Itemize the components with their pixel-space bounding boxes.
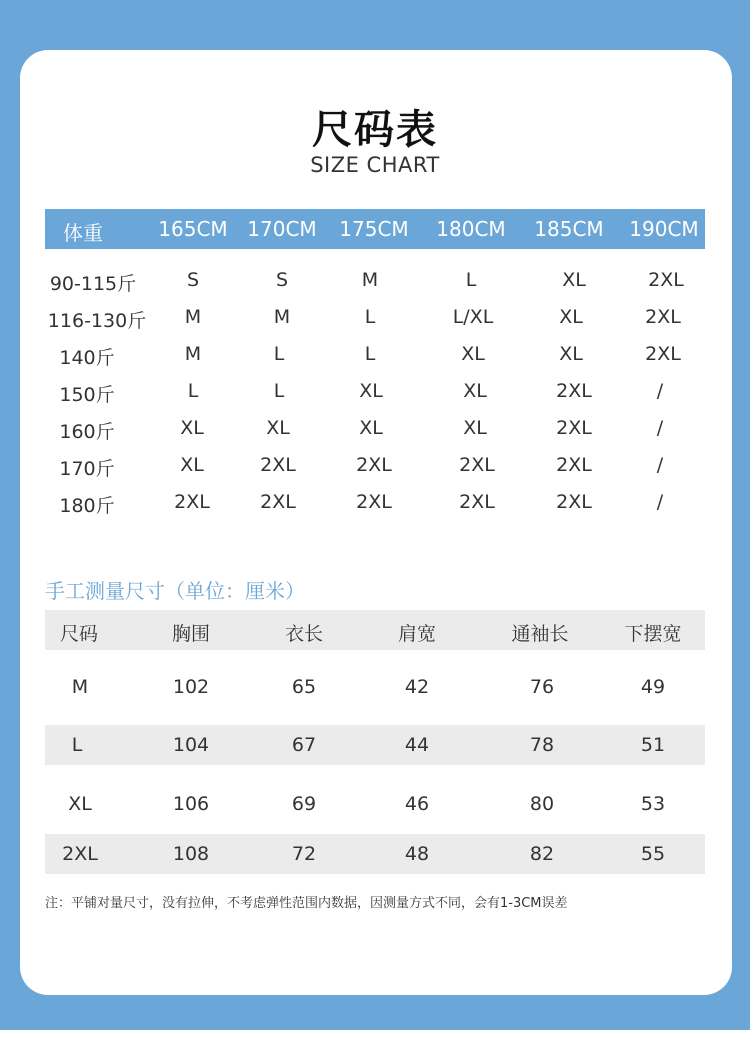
size-cell: 2XL — [174, 491, 210, 513]
size-cell: L/XL — [452, 306, 494, 328]
size-cell: 2XL — [648, 269, 684, 291]
size-chart-header-height: 180CM — [436, 217, 506, 241]
size-cell: 2XL — [260, 491, 296, 513]
size-cell: / — [656, 454, 664, 476]
size-cell: L — [465, 269, 477, 291]
size-chart-row — [45, 300, 705, 337]
measurement-value: 55 — [640, 843, 666, 865]
measurement-value: 65 — [291, 676, 317, 698]
size-cell: 2XL — [556, 491, 592, 513]
size-cell: 2XL — [459, 454, 495, 476]
size-cell: 2XL — [645, 343, 681, 365]
measurement-value: 51 — [640, 734, 666, 756]
size-cell: M — [184, 343, 202, 365]
size-cell: XL — [562, 269, 586, 291]
size-label: L — [71, 734, 83, 756]
measurement-value: 80 — [529, 793, 555, 815]
measurement-value: 48 — [404, 843, 430, 865]
measurements-header — [45, 610, 705, 650]
size-cell: 2XL — [645, 306, 681, 328]
measurement-value: 102 — [172, 676, 210, 698]
size-label: M — [71, 676, 89, 698]
size-cell: L — [364, 343, 376, 365]
measurements-row — [45, 667, 705, 707]
size-cell: 2XL — [356, 491, 392, 513]
size-chart-header-height: 175CM — [339, 217, 409, 241]
measurements-header-sleeve: 通袖长 — [511, 623, 569, 645]
size-cell: XL — [559, 306, 583, 328]
measurement-value: 76 — [529, 676, 555, 698]
size-label: XL — [68, 793, 92, 815]
size-cell: L — [187, 380, 199, 402]
size-chart-row — [45, 485, 705, 522]
measurements-row — [45, 784, 705, 824]
size-chart-row — [45, 411, 705, 448]
size-chart-header-height: 190CM — [629, 217, 699, 241]
measurement-value: 78 — [529, 734, 555, 756]
size-chart-header-height: 185CM — [534, 217, 604, 241]
measurements-header-hem: 下摆宽 — [624, 623, 682, 645]
size-chart-row — [45, 448, 705, 485]
size-cell: 2XL — [556, 454, 592, 476]
size-cell: XL — [559, 343, 583, 365]
size-cell: 2XL — [556, 380, 592, 402]
size-chart-row — [45, 374, 705, 411]
measurement-value: 82 — [529, 843, 555, 865]
measurement-value: 49 — [640, 676, 666, 698]
weight-cell: 170斤 — [59, 458, 115, 480]
size-cell: XL — [463, 380, 487, 402]
size-cell: M — [361, 269, 379, 291]
weight-cell: 116-130斤 — [47, 310, 147, 332]
weight-cell: 140斤 — [59, 347, 115, 369]
measurement-value: 108 — [172, 843, 210, 865]
size-cell: 2XL — [260, 454, 296, 476]
measurement-value: 67 — [291, 734, 317, 756]
size-cell: XL — [359, 417, 383, 439]
measurements-header-chest: 胸围 — [171, 623, 211, 645]
page-title: 尺码表 — [312, 107, 438, 153]
size-chart-header-height: 165CM — [158, 217, 228, 241]
size-cell: L — [364, 306, 376, 328]
size-chart-header — [45, 209, 705, 249]
weight-cell: 160斤 — [59, 421, 115, 443]
size-cell: XL — [359, 380, 383, 402]
size-cell: XL — [180, 417, 204, 439]
size-chart-header-weight: 体重 — [63, 221, 103, 245]
size-cell: XL — [266, 417, 290, 439]
measurement-value: 72 — [291, 843, 317, 865]
measurements-row — [45, 725, 705, 765]
size-cell: L — [273, 343, 285, 365]
size-cell: XL — [463, 417, 487, 439]
measurements-header-size: 尺码 — [59, 623, 99, 645]
weight-cell: 90-115斤 — [49, 273, 137, 295]
measurements-header-length: 衣长 — [284, 623, 324, 645]
weight-cell: 180斤 — [59, 495, 115, 517]
size-cell: / — [656, 417, 664, 439]
measurements-title: 手工测量尺寸（单位：厘米） — [45, 579, 305, 603]
measurement-value: 44 — [404, 734, 430, 756]
size-chart-header-height: 170CM — [247, 217, 317, 241]
measurement-value: 46 — [404, 793, 430, 815]
size-label: 2XL — [62, 843, 98, 865]
size-cell: XL — [461, 343, 485, 365]
measurement-value: 42 — [404, 676, 430, 698]
size-cell: / — [656, 380, 664, 402]
size-chart-row — [45, 263, 705, 300]
weight-cell: 150斤 — [59, 384, 115, 406]
measurements-row — [45, 834, 705, 874]
measurement-value: 69 — [291, 793, 317, 815]
measurement-value: 106 — [172, 793, 210, 815]
size-cell: S — [186, 269, 200, 291]
size-cell: 2XL — [556, 417, 592, 439]
size-cell: 2XL — [356, 454, 392, 476]
measurement-value: 53 — [640, 793, 666, 815]
size-cell: L — [273, 380, 285, 402]
measurement-note: 注：平铺对量尺寸，没有拉伸，不考虑弹性范围内数据，因测量方式不同，会有1-3CM误差 — [45, 896, 568, 911]
size-cell: 2XL — [459, 491, 495, 513]
page-subtitle: SIZE CHART — [310, 153, 440, 177]
size-cell: / — [656, 491, 664, 513]
size-cell: M — [273, 306, 291, 328]
measurement-value: 104 — [172, 734, 210, 756]
size-cell: M — [184, 306, 202, 328]
size-chart-row — [45, 337, 705, 374]
measurements-header-shoulder: 肩宽 — [397, 623, 437, 645]
size-cell: XL — [180, 454, 204, 476]
size-cell: S — [275, 269, 289, 291]
